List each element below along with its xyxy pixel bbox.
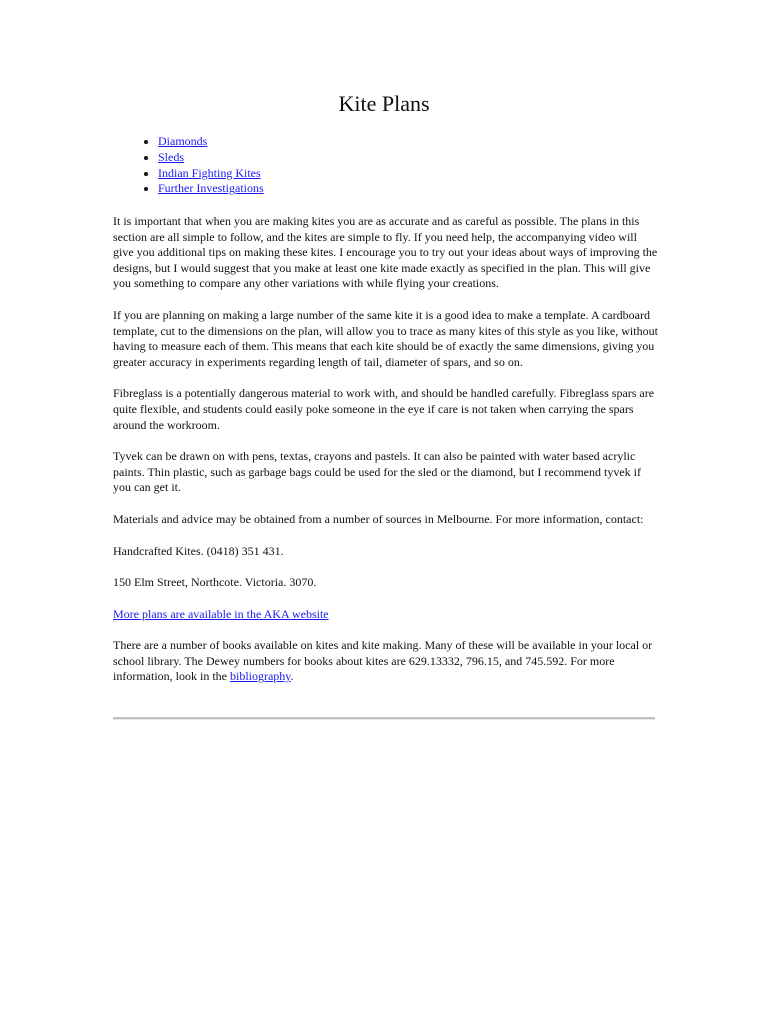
bibliography-link[interactable]: bibliography bbox=[229, 669, 291, 684]
contact-address: 150 Elm Street, Northcote. Victoria. 3070. bbox=[113, 575, 317, 590]
toc-link-indian-fighting-kites[interactable]: Indian Fighting Kites bbox=[158, 165, 261, 180]
article-body bbox=[113, 214, 658, 701]
toc-item-indian-fighting-kites bbox=[158, 166, 264, 182]
page-title: Kite Plans bbox=[338, 91, 430, 116]
paragraph-tyvek: Tyvek can be drawn on with pens, textas, crayons and pastels. It can also be painted with water based acrylic paints. Thin plastic, such as garbage bags could be used for the sled or the diamond, but I recommend tyvek if you can get it. bbox=[113, 449, 641, 495]
table-of-contents bbox=[113, 134, 264, 197]
books-text: There are a number of books available on kites and kite making. Many of these will be available in your local or school library. The Dewey numbers for books about kites are 629.13332, 796.15, and 745.592. For more information, look in the bbox=[113, 638, 653, 684]
aka-paragraph bbox=[113, 607, 658, 623]
toc-item-further-investigations bbox=[158, 181, 264, 197]
paragraph-books bbox=[113, 638, 658, 685]
horizontal-rule bbox=[113, 717, 655, 720]
toc-link-diamonds[interactable]: Diamonds bbox=[158, 134, 208, 148]
toc-item-diamonds bbox=[158, 134, 264, 150]
paragraph-template: If you are planning on making a large number of the same kite it is a good idea to make a template. A cardboard template, cut to the dimensions on the plan, will allow you to trace as many kites of this style as you like, without having to measure each of them. This means that each kite should be of exactly the same dimensions, giving you greater accuracy in experiments regarding length of tail, diameter of spars, and so on. bbox=[113, 307, 658, 369]
toc-link-sleds[interactable]: Sleds bbox=[158, 149, 185, 164]
toc-link-further-investigations[interactable]: Further Investigations bbox=[158, 181, 264, 196]
books-end: . bbox=[290, 669, 294, 684]
toc-item-sleds bbox=[158, 150, 264, 166]
aka-website-link[interactable]: More plans are available in the AKA website bbox=[113, 606, 329, 621]
paragraph-accuracy: It is important that when you are making kites you are as accurate and as careful as possible. The plans in this section are all simple to follow, and the kites are simple to fly. If you need help, the accompanying video will give you additional tips on making these kites. I encourage you to try out your ideas about ways of improving the designs, but I would suggest that you make at least one kite made exactly as specified in the plan. This will give you something to compare any other variations with while flying your creations. bbox=[113, 214, 658, 291]
contact-name: Handcrafted Kites. (0418) 351 431. bbox=[113, 543, 284, 558]
paragraph-fibreglass: Fibreglass is a potentially dangerous material to work with, and should be handled carefully. Fibreglass spars are quite flexible, and students could easily poke someone in the eye if care is not taken when carrying the spars around the workroom. bbox=[113, 386, 655, 432]
paragraph-materials: Materials and advice may be obtained from a number of sources in Melbourne. For more information, contact: bbox=[113, 511, 644, 526]
